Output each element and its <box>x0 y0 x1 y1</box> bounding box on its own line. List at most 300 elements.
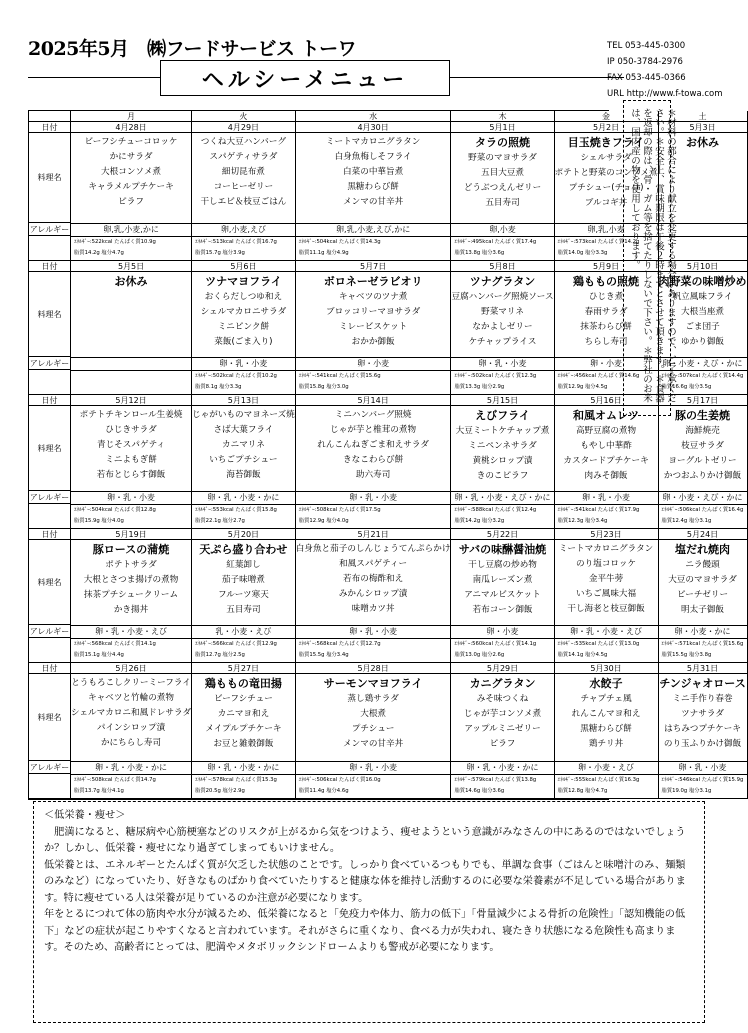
dish-list <box>451 406 553 491</box>
day-date: 5月6日 <box>192 261 295 272</box>
side-dish: 大豆ミートケチャップ煮 <box>455 426 550 436</box>
dish-list <box>296 540 451 625</box>
day-date: 5月20日 <box>192 529 295 540</box>
side-dish: 黒糖わらび餅 <box>347 182 399 192</box>
day-cell <box>451 395 554 529</box>
side-dish: 紅葉卸し <box>226 560 261 570</box>
nutrition-info <box>296 774 451 798</box>
day-date: 5月21日 <box>296 529 451 540</box>
allergy-label: アレルギー <box>29 625 70 638</box>
side-dish: おくらだしつゆ和え <box>204 292 283 302</box>
fat-salt: 脂質14.2g 塩分4.7g <box>74 250 124 256</box>
article-paragraph: 低栄養とは、エネルギーとたんぱく質が欠乏した状態のことです。しっかり食べているつもりでも、単調な食事（ごはんと味噌汁のみ、麺類のみなど）になっていたり、好きなものばかり食べていたりすると健康な体を維持し活動するのに必要な栄養素が不足している場合があります。特に痩せている人は栄養が足りているのか注意が必要になります。 <box>44 859 686 904</box>
allergy-info: 卵,乳,小麦 <box>555 223 658 236</box>
side-dish: かにちらし寿司 <box>100 738 162 748</box>
day-cell <box>71 663 192 799</box>
nutrition-info <box>71 774 191 798</box>
side-dish: ちらし寿司 <box>584 337 628 347</box>
dish-list <box>71 272 191 357</box>
nutrition-info <box>555 504 658 528</box>
fat-salt: 脂質13.0g 塩分2.6g <box>454 652 505 658</box>
day-date: 5月19日 <box>71 529 191 540</box>
side-dish: コーヒーゼリー <box>213 182 274 192</box>
fat-salt: 脂質14.6g 塩分3.6g <box>454 788 505 794</box>
fat-salt: 脂質12.9g 塩分4.0g <box>298 518 349 524</box>
main-dish: とうもろこしクリーミーフライ <box>71 678 191 688</box>
side-dish: カニマヨ和え <box>217 709 270 719</box>
side-dish: キャラメルプチケーキ <box>88 182 174 192</box>
main-dish: 天ぷら盛り合わせ <box>199 543 288 556</box>
day-date: 5月1日 <box>451 122 553 133</box>
nutrition-info <box>451 370 553 394</box>
allergy-info: 卵・小麦 <box>555 357 658 370</box>
side-dish: ミレービスケット <box>338 322 408 332</box>
side-dish: ミニ手作り春巻 <box>672 694 733 704</box>
side-dish: シェルサラダ <box>580 153 632 163</box>
nutrition-info <box>71 504 191 528</box>
article-paragraph: 肥満になると、糖尿病や心筋梗塞などのリスクが上がるから気をつけよう、痩せようという意識がみなさんの中にあるのではないでしょうか？しかし、低栄養・痩せになり過ぎてしまってもいけません。 <box>44 826 686 854</box>
side-dish: 蒸し鶏サラダ <box>347 694 399 704</box>
fat-salt: 脂質12.3g 塩分3.4g <box>557 518 608 524</box>
day-cell <box>659 529 748 663</box>
main-dish: 塩だれ焼肉 <box>675 543 731 556</box>
main-dish: 和風オムレツ <box>573 409 640 422</box>
side-dish: 肉みそ御飯 <box>584 471 628 481</box>
side-dish: シェルマカロニサラダ <box>200 307 287 317</box>
side-dish: 茄子味噌煮 <box>221 575 265 585</box>
day-date: 5月22日 <box>451 529 553 540</box>
side-dish: かにサラダ <box>109 152 153 162</box>
energy-protein: ｴﾈﾙｷﾞｰ:495kcal たんぱく質17.4g <box>454 239 537 245</box>
day-cell <box>296 111 452 261</box>
nutrition-info <box>659 638 747 662</box>
side-dish: アニマルビスケット <box>464 590 541 600</box>
side-dish: いちご風味大福 <box>575 589 637 599</box>
side-dish: 高野豆腐の煮物 <box>575 426 637 436</box>
weekday-header: 土 <box>659 111 747 122</box>
dish-list <box>296 272 451 357</box>
tel: TEL 053-445-0300 <box>607 41 686 51</box>
day-date: 4月30日 <box>296 122 451 133</box>
side-dish: メンマの甘辛丼 <box>343 197 404 207</box>
allergy-label: アレルギー <box>29 357 70 370</box>
main-dish: つくね大豆ハンバーグ <box>200 137 287 147</box>
dish-list <box>296 674 451 761</box>
fat-salt: 脂質8.1g 塩分3.3g <box>195 384 242 390</box>
allergy-info: 卵,乳,小麦,かに <box>71 223 191 236</box>
day-cell <box>192 111 296 261</box>
energy-protein: ｴﾈﾙｷﾞｰ:546kcal たんぱく質15.9g <box>661 777 744 783</box>
side-dish: 助六寿司 <box>355 470 391 480</box>
page-title: 2025年5月 ㈱フードサービス トーワ <box>28 38 357 60</box>
allergy-info: 卵・乳・小麦・えび <box>71 625 191 638</box>
main-dish: 豚ロースの蒲焼 <box>92 543 170 556</box>
fat-salt: 脂質14.0g 塩分3.3g <box>557 250 608 256</box>
allergy-info: 卵,乳,小麦,えび,かに <box>296 223 451 236</box>
day-date: 5月3日 <box>659 122 747 133</box>
fat-salt: 脂質20.5g 塩分2.9g <box>195 788 245 794</box>
dish-list <box>71 540 191 625</box>
side-dish: 若布とじらす御飯 <box>96 470 166 480</box>
weekday-header: 水 <box>296 111 451 122</box>
side-dish: 帆立風味フライ <box>672 292 733 302</box>
day-date: 5月26日 <box>71 663 191 674</box>
fat-salt: 脂質16.6g 塩分3.5g <box>661 384 712 390</box>
allergy-info: 卵・乳・小麦・えび・かに <box>451 491 553 504</box>
allergy-info: 卵・乳・小麦・かに <box>192 761 295 774</box>
energy-protein: ｴﾈﾙｷﾞｰ:588kcal たんぱく質12.4g <box>454 507 537 513</box>
main-dish: サーモンマヨフライ <box>323 677 423 690</box>
main-dish: タラの照焼 <box>475 136 531 149</box>
main-dish: 鶏ももの照焼 <box>573 275 640 288</box>
date-label: 日付 <box>29 529 70 540</box>
energy-protein: ｴﾈﾙｷﾞｰ:578kcal たんぱく質15.3g <box>195 777 277 783</box>
dish-list <box>659 674 747 761</box>
side-dish: ピラフ <box>118 197 144 207</box>
side-dish: 鶏チリ丼 <box>588 739 624 749</box>
side-dish: ポテトサラダ <box>105 560 157 570</box>
nutrition-info <box>296 236 451 260</box>
side-dish: 干し海老と枝豆御飯 <box>567 604 645 614</box>
energy-protein: ｴﾈﾙｷﾞｰ:541kcal たんぱく質17.9g <box>557 507 640 513</box>
day-date: 5月17日 <box>659 395 747 406</box>
day-cell <box>451 111 554 261</box>
day-date: 5月31日 <box>659 663 747 674</box>
side-dish: ひじきサラダ <box>105 425 157 435</box>
side-dish: キャベツと竹輪の煮物 <box>88 693 174 703</box>
menu-label: 料理名 <box>29 133 70 223</box>
day-date: 5月16日 <box>555 395 658 406</box>
allergy-info: 乳・小麦・えび <box>192 625 295 638</box>
day-date: 5月15日 <box>451 395 553 406</box>
energy-protein: ｴﾈﾙｷﾞｰ:502kcal たんぱく質10.2g <box>195 373 277 379</box>
allergy-info: 卵・小麦・えび・かに <box>659 357 747 370</box>
dish-list <box>192 406 295 491</box>
allergy-info: 卵・小麦・えび・かに <box>659 491 747 504</box>
side-dish: きなこわらび餅 <box>343 455 404 465</box>
date-label: 日付 <box>29 663 70 674</box>
side-dish: ポテトと野菜のコンソメ煮 <box>554 168 658 178</box>
allergy-label: アレルギー <box>29 761 70 774</box>
side-dish: キャベツのツナ煮 <box>338 292 408 302</box>
date-label: 日付 <box>29 395 70 406</box>
day-cell <box>451 261 554 395</box>
side-dish: みそ味つくね <box>476 694 529 704</box>
side-dish: 干しエビ＆枝豆ごはん <box>200 197 287 207</box>
fat-salt: 脂質15.1g 塩分4.4g <box>74 652 124 658</box>
energy-protein: ｴﾈﾙｷﾞｰ:504kcal たんぱく質12.8g <box>74 507 156 513</box>
menu-label: 料理名 <box>29 272 70 357</box>
fat-salt: 脂質15.9g 塩分4.0g <box>74 518 124 524</box>
side-dish: れんこんねぎごま和えサラダ <box>317 440 429 450</box>
allergy-label: アレルギー <box>29 223 70 236</box>
weekday-header: 金 <box>555 111 658 122</box>
day-cell <box>296 663 452 799</box>
menu-label: 料理名 <box>29 406 70 491</box>
day-cell <box>659 395 748 529</box>
nutrition-info <box>555 774 658 798</box>
side-dish: シェルマカロニ和風ドレサラダ <box>71 708 192 718</box>
side-dish: 大根当座煮 <box>681 307 725 317</box>
side-dish: 抹茶わらび餅 <box>580 322 632 332</box>
side-dish: 青じそスパゲティ <box>97 440 166 450</box>
main-dish: えびフライ <box>475 409 530 422</box>
energy-protein: ｴﾈﾙｷﾞｰ:502kcal たんぱく質12.3g <box>454 373 537 379</box>
day-date: 5月14日 <box>296 395 451 406</box>
nutrition-info <box>296 504 451 528</box>
menu-label: 料理名 <box>29 674 70 761</box>
day-date: 4月28日 <box>71 122 191 133</box>
main-dish: 豚の生姜焼 <box>675 409 731 422</box>
side-dish: 金平牛蒡 <box>588 574 624 584</box>
dish-list <box>451 272 553 357</box>
side-dish: のり塩コロッケ <box>576 559 637 569</box>
day-cell <box>296 395 452 529</box>
side-dish: 五目寿司 <box>226 605 261 615</box>
main-dish: ツナマヨフライ <box>205 275 282 288</box>
side-dish: きのこピラフ <box>476 471 529 481</box>
day-cell <box>192 261 296 395</box>
dish-list <box>192 272 295 357</box>
main-dish: 白身魚と茄子のしんじょうてんぷらかけ <box>295 544 451 554</box>
allergy-info: 卵・乳・小麦・かに <box>451 761 553 774</box>
allergy-info: 卵・小麦 <box>296 357 451 370</box>
allergy-info: 卵・乳・小麦 <box>451 357 553 370</box>
side-dish: じゃが芋と椎茸の煮物 <box>330 425 417 435</box>
side-dish: 抹茶プチシュークリーム <box>83 590 179 600</box>
side-dish: 味噌カツ丼 <box>351 604 395 614</box>
energy-protein: ｴﾈﾙｷﾞｰ:571kcal たんぱく質15.6g <box>661 641 744 647</box>
day-date: 5月27日 <box>192 663 295 674</box>
date-label: 日付 <box>29 122 70 133</box>
contact-info <box>607 38 723 102</box>
day-cell <box>451 529 554 663</box>
nutrition-info <box>555 638 658 662</box>
dish-list <box>555 406 658 491</box>
nutrition-info <box>451 774 553 798</box>
dish-list <box>296 133 451 223</box>
day-cell <box>451 663 554 799</box>
allergy-info: 卵・乳・小麦 <box>296 491 451 504</box>
nutrition-info <box>451 638 553 662</box>
allergy-info: 卵・乳・小麦 <box>659 761 747 774</box>
nutrition-info <box>192 236 295 260</box>
side-dish: 大豆のマヨサラダ <box>668 575 737 585</box>
energy-protein: ｴﾈﾙｷﾞｰ:506kcal たんぱく質16.4g <box>661 507 744 513</box>
energy-protein: ｴﾈﾙｷﾞｰ:508kcal たんぱく質14.7g <box>74 777 156 783</box>
main-dish: ポテトチキンロール生姜焼 <box>79 410 183 420</box>
main-dish: お休み <box>114 275 148 288</box>
nutrition-info <box>451 504 553 528</box>
side-dish: 五目大豆煮 <box>481 168 524 178</box>
dish-list <box>451 540 553 625</box>
day-date: 5月13日 <box>192 395 295 406</box>
day-cell <box>71 395 192 529</box>
main-dish: ツナグラタン <box>469 275 536 288</box>
side-dish: メンマの甘辛丼 <box>343 739 404 749</box>
side-dish: どうぶつえんゼリー <box>463 183 542 193</box>
side-dish: ひじき煮 <box>588 292 624 302</box>
day-date: 5月28日 <box>296 663 451 674</box>
dish-list <box>71 674 191 761</box>
main-dish: ビーフシチューコロッケ <box>84 137 178 147</box>
day-date: 5月12日 <box>71 395 191 406</box>
weekday-header: 月 <box>71 111 191 122</box>
day-date: 5月2日 <box>555 122 658 133</box>
nutrition-info <box>71 638 191 662</box>
fat-salt: 脂質11.1g 塩分4.9g <box>298 250 349 256</box>
side-dish: おかか御飯 <box>351 337 395 347</box>
day-cell <box>296 261 452 395</box>
main-dish: 鶏ももの竜田揚 <box>204 677 282 690</box>
side-dish: さば大葉フライ <box>213 425 274 435</box>
side-dish: チャプチェ風 <box>580 694 632 704</box>
weekday-header: 木 <box>451 111 553 122</box>
side-dish: じゃが芋コンソメ煮 <box>463 709 542 719</box>
fat-salt: 脂質12.9g 塩分4.5g <box>557 384 608 390</box>
side-dish: ミニペンネサラダ <box>468 441 537 451</box>
energy-protein: ｴﾈﾙｷﾞｰ:541kcal たんぱく質15.6g <box>298 373 381 379</box>
allergy-label: アレルギー <box>29 491 70 504</box>
allergy-info: 卵・乳・小麦 <box>71 491 191 504</box>
nutrition-info <box>659 504 747 528</box>
nutrition-info <box>296 370 451 394</box>
allergy-info: 卵・乳・小麦 <box>555 491 658 504</box>
main-dish: じゃがいものマヨネーズ焼 <box>192 410 295 420</box>
side-dish: 豆腐ハンバーグ照焼ソース <box>451 292 554 302</box>
side-dish: ケチャップライス <box>468 337 537 347</box>
side-dish: ヨーグルトゼリー <box>668 456 737 466</box>
row-labels <box>29 529 71 663</box>
side-dish: 野菜のマヨサラダ <box>468 153 537 163</box>
dish-list <box>555 540 658 625</box>
side-dish: ツナサラダ <box>681 709 724 719</box>
article-heading: ＜低栄養・痩せ＞ <box>44 810 126 821</box>
dish-list <box>71 406 191 491</box>
row-labels <box>29 663 71 799</box>
allergy-info: 卵,小麦 <box>451 223 553 236</box>
day-date: 5月23日 <box>555 529 658 540</box>
side-dish: 干し豆腐の炒め物 <box>468 560 537 570</box>
energy-protein: ｴﾈﾙｷﾞｰ:456kcal たんぱく質14.6g <box>557 373 640 379</box>
allergy-info: 卵・乳・小麦 <box>192 357 295 370</box>
allergy-info: 卵,小麦,えび <box>192 223 295 236</box>
main-dish: ミニハンバーグ照焼 <box>334 410 412 420</box>
main-dish: お休み <box>686 136 720 149</box>
row-labels <box>29 261 71 395</box>
weekday-header: 火 <box>192 111 295 122</box>
side-dish: 細切昆布煮 <box>221 167 265 177</box>
day-date: 5月7日 <box>296 261 451 272</box>
day-date: 5月8日 <box>451 261 553 272</box>
energy-protein: ｴﾈﾙｷﾞｰ:522kcal たんぱく質10.9g <box>74 239 156 245</box>
dish-list <box>451 133 553 223</box>
energy-protein: ｴﾈﾙｷﾞｰ:568kcal たんぱく質12.7g <box>298 641 381 647</box>
day-date: 5月5日 <box>71 261 191 272</box>
side-dish: 白菜の中華旨煮 <box>343 167 404 177</box>
website-url[interactable]: URL http://www.f-towa.com <box>607 89 723 99</box>
side-dish: フルーツ寒天 <box>217 590 269 600</box>
nutrition-info <box>451 236 553 260</box>
main-dish: サバの味醂醤油焼 <box>458 543 547 556</box>
day-date: 4月29日 <box>192 122 295 133</box>
row-labels <box>29 111 71 261</box>
side-dish: かつおふりかけ御飯 <box>663 471 742 481</box>
fat-salt: 脂質11.4g 塩分4.6g <box>298 788 349 794</box>
allergy-info: 卵・小麦・えび <box>555 761 658 774</box>
energy-protein: ｴﾈﾙｷﾞｰ:506kcal たんぱく質16.0g <box>298 777 381 783</box>
energy-protein: ｴﾈﾙｷﾞｰ:508kcal たんぱく質17.5g <box>298 507 381 513</box>
fat-salt: 脂質15.5g 塩分3.4g <box>298 652 349 658</box>
main-dish: チンジャオロース <box>659 677 746 690</box>
allergy-info: 卵・乳・小麦 <box>296 761 451 774</box>
day-cell <box>555 663 659 799</box>
side-dish: 明太子御飯 <box>681 605 725 615</box>
fat-salt: 脂質12.7g 塩分2.5g <box>195 652 245 658</box>
side-dish: ミニピンク餅 <box>217 322 270 332</box>
nutrition-info <box>71 236 191 260</box>
side-dish: お豆と雑穀御飯 <box>213 739 274 749</box>
allergy-info: 卵・乳・小麦 <box>296 625 451 638</box>
dish-list <box>71 133 191 223</box>
fat-salt: 脂質19.0g 塩分3.1g <box>661 788 712 794</box>
side-dish: メイプルプチケーキ <box>205 724 282 734</box>
side-dish: パインシロップ漬 <box>96 723 166 733</box>
day-cell <box>192 663 296 799</box>
dish-list <box>451 674 553 761</box>
dish-list <box>659 406 747 491</box>
dish-list <box>192 674 295 761</box>
side-dish: 春雨サラダ <box>584 307 628 317</box>
day-date: 5月30日 <box>555 663 658 674</box>
side-dish: カニマリネ <box>222 440 265 450</box>
side-dish: 海鮮焼売 <box>685 426 720 436</box>
fat-salt: 脂質12.8g 塩分4.7g <box>557 788 608 794</box>
side-dish: ピーチゼリー <box>677 590 729 600</box>
allergy-info: 卵・乳・小麦・かに <box>192 491 295 504</box>
side-dish: 大根とさつま揚げの煮物 <box>83 575 179 585</box>
side-dish: 菜飯(ごま入り) <box>214 337 273 347</box>
fat-salt: 脂質14.2g 塩分3.2g <box>454 518 505 524</box>
side-dish: ビーフシチュー <box>214 694 273 704</box>
energy-protein: ｴﾈﾙｷﾞｰ:535kcal たんぱく質13.0g <box>557 641 640 647</box>
side-dish: 大根煮 <box>360 709 387 719</box>
row-labels <box>29 395 71 529</box>
notice-text: ＊材料の都合により献立を変更する場合がありますので、ご了承ください。＊安全上、賞味期限は午後２時までとさせて頂きます。＊食器を返却の際は、骨・ガム等を捨てたりしないで下さい。＊弊社のお米は、国内産の物を使用しております。 <box>629 108 676 403</box>
main-dish: ボロネーゼラビオリ <box>323 275 423 288</box>
nutrition-info <box>192 638 295 662</box>
nutrition-info <box>296 638 451 662</box>
menu-label: 料理名 <box>29 540 70 625</box>
side-dish: 海苔御飯 <box>226 470 261 480</box>
side-dish: もやし中華酢 <box>580 441 632 451</box>
side-dish: アップルミニゼリー <box>464 724 541 734</box>
dish-list <box>296 406 451 491</box>
day-cell <box>192 395 296 529</box>
day-cell <box>555 529 659 663</box>
day-date: 5月9日 <box>555 261 658 272</box>
energy-protein: ｴﾈﾙｷﾞｰ:560kcal たんぱく質14.1g <box>454 641 537 647</box>
side-dish: 若布の梅酢和え <box>343 574 404 584</box>
side-dish: ブルコギ丼 <box>584 198 628 208</box>
dish-list <box>192 133 295 223</box>
side-dish: 枝豆サラダ <box>681 441 724 451</box>
side-dish: カスタードプチケーキ <box>563 456 649 466</box>
fat-salt: 脂質22.1g 塩分2.7g <box>195 518 245 524</box>
day-date: 5月29日 <box>451 663 553 674</box>
day-cell <box>71 261 192 395</box>
nutrition-article <box>33 801 705 1023</box>
